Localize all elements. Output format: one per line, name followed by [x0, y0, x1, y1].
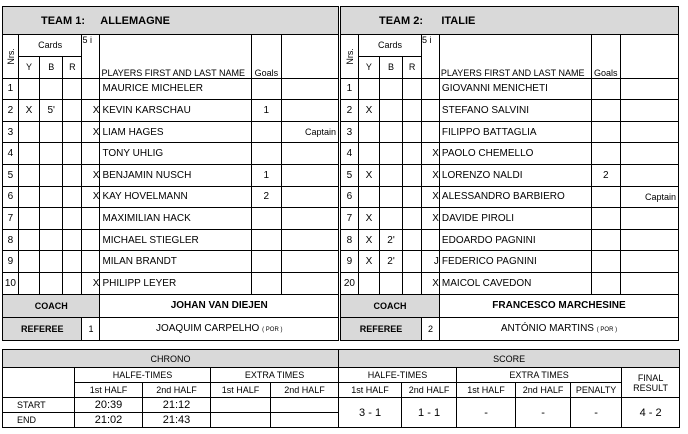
- referee-2-name: ANTÓNIO MARTINS: [500, 323, 594, 335]
- score-ht-2nd-label: 2nd HALF: [402, 383, 457, 398]
- chrono-score-panel: [2, 349, 679, 428]
- blue-card: [40, 229, 63, 251]
- red-card: [63, 78, 82, 100]
- cards-header: Cards: [18, 35, 82, 57]
- start-label: START: [3, 398, 75, 413]
- player-number: 9: [3, 251, 19, 273]
- start-et-2nd: [271, 398, 339, 413]
- player-row: [341, 186, 679, 208]
- team-1-header: [3, 7, 339, 35]
- player-note: [281, 164, 338, 186]
- player-note: [620, 208, 678, 230]
- start-1st-half: 20:39: [75, 398, 143, 413]
- yellow-card: X: [358, 229, 379, 251]
- player-name: KAY HOVELMANN: [100, 186, 252, 208]
- player-note: [620, 251, 678, 273]
- blue-card: [379, 100, 402, 122]
- score-et-2nd: -: [516, 398, 571, 428]
- player-name: FILIPPO BATTAGLIA: [439, 121, 591, 143]
- team-2-panel: [340, 6, 679, 341]
- chrono-et-1st-label: 1st HALF: [211, 383, 271, 398]
- yellow-card: [18, 186, 39, 208]
- referee-2: [439, 317, 678, 340]
- player-name: LORENZO NALDI: [439, 164, 591, 186]
- blue-card: [40, 164, 63, 186]
- blue-card: [40, 251, 63, 273]
- player-row: [341, 78, 679, 100]
- player-number: 1: [341, 78, 359, 100]
- player-goals: [591, 143, 620, 165]
- referee-2-country: ( POR ): [596, 327, 618, 334]
- player-note: [620, 164, 678, 186]
- player-name: PHILIPP LEYER: [100, 272, 252, 294]
- five-i-mark: [82, 208, 100, 230]
- player-row: [3, 121, 339, 143]
- nrs-header: Nrs.: [341, 35, 359, 79]
- player-number: 7: [341, 208, 359, 230]
- team-2-coach-row: [341, 294, 679, 317]
- red-card: [63, 272, 82, 294]
- yellow-card: [18, 143, 39, 165]
- chrono-corner: [3, 368, 75, 398]
- player-note: [620, 229, 678, 251]
- five-i-mark: [82, 143, 100, 165]
- player-goals: [591, 121, 620, 143]
- player-goals: 2: [591, 164, 620, 186]
- chrono-halftimes-label: HALFE-TIMES: [75, 368, 211, 383]
- blue-card: [379, 78, 402, 100]
- five-i-mark: X: [422, 208, 440, 230]
- five-i-mark: J: [422, 251, 440, 273]
- player-goals: [591, 186, 620, 208]
- blue-card: [40, 143, 63, 165]
- players-header: PLAYERS FIRST AND LAST NAME: [100, 35, 252, 79]
- red-card: [403, 229, 422, 251]
- red-card: [63, 164, 82, 186]
- blue-card: [379, 208, 402, 230]
- extra-header: [620, 35, 678, 79]
- player-name: FEDERICO PAGNINI: [439, 251, 591, 273]
- score-title: SCORE: [339, 350, 680, 368]
- referee-2-number: 2: [422, 317, 440, 340]
- player-row: [341, 100, 679, 122]
- blue-header: B: [40, 56, 63, 78]
- blue-card: [40, 186, 63, 208]
- player-name: LIAM HAGES: [100, 121, 252, 143]
- player-goals: [252, 229, 282, 251]
- five-i-mark: [422, 78, 440, 100]
- yellow-card: [18, 229, 39, 251]
- player-number: 2: [341, 100, 359, 122]
- start-2nd-half: 21:12: [143, 398, 211, 413]
- yellow-card: X: [18, 100, 39, 122]
- red-card: [63, 143, 82, 165]
- five-i-mark: [422, 100, 440, 122]
- blue-card: [40, 121, 63, 143]
- player-row: [3, 186, 339, 208]
- team-1-coach-row: [3, 294, 339, 317]
- team-2-coach: FRANCESCO MARCHESINE: [439, 294, 678, 317]
- yellow-card: X: [358, 100, 379, 122]
- team-2-label: TEAM 2:: [379, 14, 423, 27]
- player-goals: [591, 78, 620, 100]
- five-i-mark: X: [82, 121, 100, 143]
- chrono-extratimes-label: EXTRA TIMES: [211, 368, 339, 383]
- chrono-et-2nd-label: 2nd HALF: [271, 383, 339, 398]
- red-card: [403, 78, 422, 100]
- player-note: [281, 143, 338, 165]
- player-number: 5: [3, 164, 19, 186]
- red-card: [403, 121, 422, 143]
- goals-header: Goals: [252, 35, 282, 79]
- score-penalty-label: PENALTY: [571, 383, 622, 398]
- player-note: [620, 272, 678, 294]
- team-1-coach: JOHAN VAN DIEJEN: [100, 294, 339, 317]
- five-i-mark: X: [422, 186, 440, 208]
- yellow-card: [18, 121, 39, 143]
- five-i-header: 5 i: [82, 35, 100, 79]
- score-et-1st: -: [457, 398, 516, 428]
- red-card: [403, 208, 422, 230]
- blue-card: [379, 121, 402, 143]
- player-goals: [252, 78, 282, 100]
- referee-1: [100, 317, 339, 340]
- player-number: 3: [341, 121, 359, 143]
- red-card: [63, 229, 82, 251]
- player-number: 4: [3, 143, 19, 165]
- yellow-card: [358, 186, 379, 208]
- player-name: GIOVANNI MENICHETI: [439, 78, 591, 100]
- coach-label: COACH: [341, 294, 440, 317]
- five-i-mark: [82, 251, 100, 273]
- five-i-mark: X: [422, 272, 440, 294]
- player-number: 6: [3, 186, 19, 208]
- player-name: MAICOL CAVEDON: [439, 272, 591, 294]
- team-1-panel: [2, 6, 341, 341]
- player-name: PAOLO CHEMELLO: [439, 143, 591, 165]
- player-goals: [591, 251, 620, 273]
- player-name: DAVIDE PIROLI: [439, 208, 591, 230]
- five-i-mark: X: [82, 186, 100, 208]
- five-i-mark: [82, 229, 100, 251]
- player-number: 8: [3, 229, 19, 251]
- team-1-label: TEAM 1:: [41, 14, 85, 27]
- yellow-header: Y: [358, 56, 379, 78]
- player-number: 5: [341, 164, 359, 186]
- start-et-1st: [211, 398, 271, 413]
- red-card: [63, 100, 82, 122]
- red-card: [403, 186, 422, 208]
- blue-header: B: [379, 56, 402, 78]
- yellow-card: [18, 164, 39, 186]
- player-name: STEFANO SALVINI: [439, 100, 591, 122]
- team-1-referee-row: [3, 317, 339, 340]
- player-row: [3, 251, 339, 273]
- player-name: KEVIN KARSCHAU: [100, 100, 252, 122]
- player-note: [281, 186, 338, 208]
- referee-label: REFEREE: [341, 317, 422, 340]
- player-name: MILAN BRANDT: [100, 251, 252, 273]
- player-row: [341, 251, 679, 273]
- team-2-table: [340, 6, 679, 341]
- player-note: [281, 251, 338, 273]
- player-number: 9: [341, 251, 359, 273]
- yellow-card: [18, 272, 39, 294]
- player-note: [620, 100, 678, 122]
- player-row: [341, 143, 679, 165]
- five-i-mark: X: [422, 143, 440, 165]
- team-1-column-headers: [3, 35, 339, 57]
- team-1-table: [2, 6, 339, 341]
- blue-card: [379, 186, 402, 208]
- referee-label: REFEREE: [3, 317, 82, 340]
- five-i-mark: X: [82, 272, 100, 294]
- yellow-card: X: [358, 164, 379, 186]
- final-result-label: FINAL RESULT: [622, 368, 680, 398]
- score-et-2nd-label: 2nd HALF: [516, 383, 571, 398]
- player-number: 20: [341, 272, 359, 294]
- player-goals: [252, 121, 282, 143]
- red-card: [63, 186, 82, 208]
- player-name: BENJAMIN NUSCH: [100, 164, 252, 186]
- blue-card: 2': [379, 229, 402, 251]
- player-note: [620, 78, 678, 100]
- red-card: [403, 143, 422, 165]
- player-row: [3, 78, 339, 100]
- red-card: [63, 208, 82, 230]
- team-2-referee-row: [341, 317, 679, 340]
- player-number: 4: [341, 143, 359, 165]
- yellow-card: [358, 78, 379, 100]
- blue-card: [40, 78, 63, 100]
- player-row: [3, 208, 339, 230]
- red-header: R: [403, 56, 422, 78]
- player-goals: [591, 229, 620, 251]
- player-name: MICHAEL STIEGLER: [100, 229, 252, 251]
- player-name: TONY UHLIG: [100, 143, 252, 165]
- player-note: [281, 78, 338, 100]
- player-note: [281, 100, 338, 122]
- player-row: [341, 229, 679, 251]
- score-extratimes-label: EXTRA TIMES: [457, 368, 622, 383]
- player-name: ALESSANDRO BARBIERO: [439, 186, 591, 208]
- player-row: [341, 121, 679, 143]
- red-card: [63, 121, 82, 143]
- score-ht-1st: 3 - 1: [339, 398, 402, 428]
- player-number: 6: [341, 186, 359, 208]
- player-goals: 2: [252, 186, 282, 208]
- player-number: 1: [3, 78, 19, 100]
- goals-header: Goals: [591, 35, 620, 79]
- five-i-mark: X: [82, 164, 100, 186]
- red-header: R: [63, 56, 82, 78]
- player-row: [3, 143, 339, 165]
- final-result: 4 - 2: [622, 398, 680, 428]
- player-name: MAURICE MICHELER: [100, 78, 252, 100]
- nrs-header: Nrs.: [3, 35, 19, 79]
- player-row: [3, 100, 339, 122]
- end-et-1st: [211, 413, 271, 428]
- yellow-header: Y: [18, 56, 39, 78]
- player-goals: [591, 208, 620, 230]
- player-note: [620, 143, 678, 165]
- player-number: 8: [341, 229, 359, 251]
- score-penalty: -: [571, 398, 622, 428]
- team-2-name: ITALIE: [441, 14, 476, 27]
- extra-header: [281, 35, 338, 79]
- yellow-card: X: [358, 251, 379, 273]
- yellow-card: X: [358, 208, 379, 230]
- blue-card: [379, 143, 402, 165]
- team-2-header: [341, 7, 679, 35]
- end-2nd-half: 21:43: [143, 413, 211, 428]
- score-halftimes-label: HALFE-TIMES: [339, 368, 457, 383]
- five-i-header: 5 i: [422, 35, 440, 79]
- player-goals: 1: [252, 164, 282, 186]
- blue-card: [379, 272, 402, 294]
- player-number: 3: [3, 121, 19, 143]
- player-goals: [591, 100, 620, 122]
- chrono-ht-2nd-label: 2nd HALF: [143, 383, 211, 398]
- player-row: [3, 164, 339, 186]
- end-et-2nd: [271, 413, 339, 428]
- score-et-1st-label: 1st HALF: [457, 383, 516, 398]
- five-i-mark: [422, 121, 440, 143]
- five-i-mark: X: [82, 100, 100, 122]
- end-label: END: [3, 413, 75, 428]
- red-card: [403, 100, 422, 122]
- five-i-mark: [82, 78, 100, 100]
- player-note: [281, 208, 338, 230]
- player-name: MAXIMILIAN HACK: [100, 208, 252, 230]
- chrono-title: CHRONO: [3, 350, 339, 368]
- player-goals: [252, 143, 282, 165]
- referee-1-name: JOAQUIM CARPELHO: [155, 323, 260, 335]
- yellow-card: [358, 121, 379, 143]
- player-note: [620, 121, 678, 143]
- player-row: [341, 208, 679, 230]
- blue-card: [40, 208, 63, 230]
- blue-card: [379, 164, 402, 186]
- player-row: [3, 229, 339, 251]
- player-goals: [252, 272, 282, 294]
- player-goals: 1: [252, 100, 282, 122]
- player-name: EDOARDO PAGNINI: [439, 229, 591, 251]
- player-number: 2: [3, 100, 19, 122]
- players-header: PLAYERS FIRST AND LAST NAME: [439, 35, 591, 79]
- yellow-card: [18, 208, 39, 230]
- player-row: [3, 272, 339, 294]
- yellow-card: [18, 251, 39, 273]
- referee-1-country: ( POR ): [262, 327, 283, 334]
- player-number: 7: [3, 208, 19, 230]
- player-goals: [591, 272, 620, 294]
- yellow-card: [18, 78, 39, 100]
- red-card: [403, 251, 422, 273]
- player-row: [341, 164, 679, 186]
- referee-1-number: 1: [82, 317, 100, 340]
- player-row: [341, 272, 679, 294]
- yellow-card: [358, 143, 379, 165]
- coach-label: COACH: [3, 294, 100, 317]
- blue-card: 5': [40, 100, 63, 122]
- five-i-mark: [422, 229, 440, 251]
- player-note: Captain: [620, 186, 678, 208]
- team-1-name: ALLEMAGNE: [100, 14, 170, 27]
- chrono-score-table: [2, 349, 680, 428]
- yellow-card: [358, 272, 379, 294]
- red-card: [403, 164, 422, 186]
- player-goals: [252, 208, 282, 230]
- blue-card: 2': [379, 251, 402, 273]
- red-card: [403, 272, 422, 294]
- cards-header: Cards: [358, 35, 421, 57]
- player-note: [281, 229, 338, 251]
- score-ht-1st-label: 1st HALF: [339, 383, 402, 398]
- five-i-mark: X: [422, 164, 440, 186]
- player-note: Captain: [281, 121, 338, 143]
- blue-card: [40, 272, 63, 294]
- red-card: [63, 251, 82, 273]
- player-number: 10: [3, 272, 19, 294]
- score-ht-2nd: 1 - 1: [402, 398, 457, 428]
- chrono-ht-1st-label: 1st HALF: [75, 383, 143, 398]
- end-1st-half: 21:02: [75, 413, 143, 428]
- player-note: [281, 272, 338, 294]
- player-goals: [252, 251, 282, 273]
